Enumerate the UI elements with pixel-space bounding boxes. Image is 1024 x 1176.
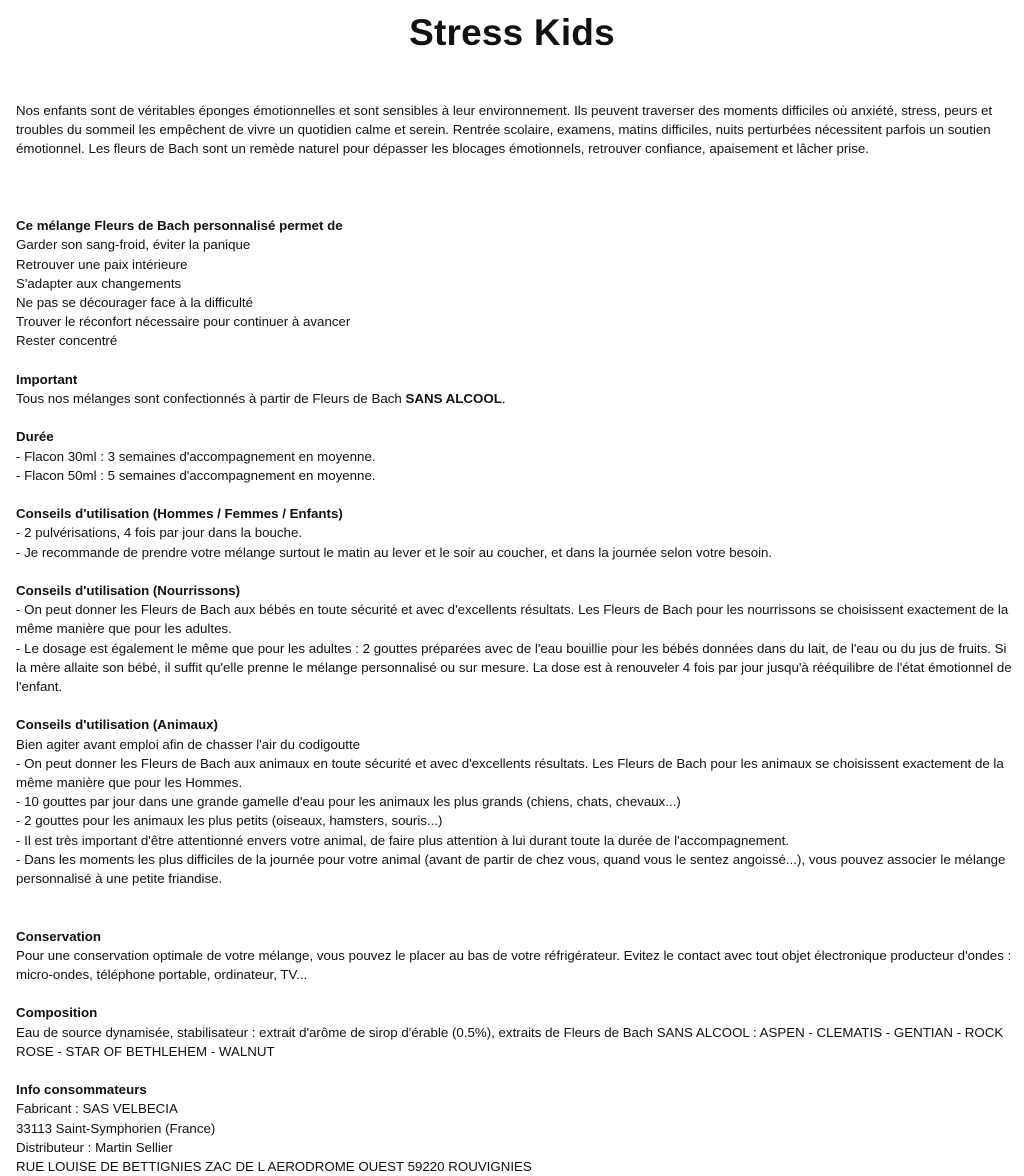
- info-line: Fabricant : SAS VELBECIA: [16, 1101, 178, 1117]
- spacer: [16, 1061, 1012, 1080]
- important-text-start: Tous nos mélanges sont confectionnés à partir de Fleurs de Bach: [16, 391, 406, 406]
- spacer: [16, 408, 1012, 427]
- benefit-item: Ne pas se décourager face à la difficulté: [16, 295, 254, 310]
- benefit-item: Trouver le réconfort nécessaire pour continuer à avancer: [16, 314, 351, 330]
- spacer: [16, 197, 1012, 216]
- conseils-adultes-line: - 2 pulvérisations, 4 fois par jour dans la bouche.: [16, 525, 303, 541]
- spacer: [16, 562, 1012, 581]
- conseils-animaux-line: Bien agiter avant emploi afin de chasser l'air du codigoutte: [16, 736, 361, 752]
- conseils-nourrissons-line: - On peut donner les Fleurs de Bach aux bébés en toute sécurité et avec d'excellents résultats. Les Fleurs de Bach pour les nourrissons se choisissent exactement de la même manière que pour les adultes.: [16, 602, 1012, 637]
- benefit-item: Rester concentré: [16, 333, 118, 349]
- composition-text: Eau de source dynamisée, stabilisateur : extrait d'arôme de sirop d'érable (0.5%), extraits de Fleurs de Bach SANS ALCOOL : ASPEN - CLEMATIS - GENTIAN - ROCK ROSE - STAR OF BETHLEHEM - WALNUT: [16, 1024, 1007, 1059]
- duree-heading: Durée: [16, 429, 54, 445]
- spacer: [16, 159, 1012, 197]
- conseils-animaux-line: - 10 gouttes par jour dans une grande gamelle d'eau pour les animaux les plus grands (chiens, chats, chevaux...): [16, 794, 681, 810]
- benefit-item: Garder son sang-froid, éviter la panique: [16, 237, 251, 253]
- benefits-heading: Ce mélange Fleurs de Bach personnalisé permet de: [16, 218, 343, 234]
- conseils-adultes-heading: Conseils d'utilisation (Hommes / Femmes / Enfants): [16, 506, 343, 522]
- conseils-animaux-line: - 2 gouttes pour les animaux les plus petits (oiseaux, hamsters, souris...): [16, 813, 443, 829]
- document-body: [16, 101, 1016, 1176]
- benefit-item: S'adapter aux changements: [16, 275, 182, 291]
- spacer: [16, 888, 1012, 926]
- spacer: [16, 485, 1012, 504]
- conseils-animaux-line: - Il est très important d'être attentionné envers votre animal, de faire plus attention à lui durant toute la durée de l'accompagnement.: [16, 832, 790, 848]
- conservation-text: Pour une conservation optimale de votre mélange, vous pouvez le placer au bas de votre réfrigérateur. Evitez le contact avec tout objet électronique producteur d'ondes : micro-ondes, téléphone portable, ordinateur, TV...: [16, 947, 1015, 983]
- duree-line: - Flacon 30ml : 3 semaines d'accompagnement en moyenne.: [16, 448, 376, 464]
- conseils-nourrissons-heading: Conseils d'utilisation (Nourrissons): [16, 582, 241, 598]
- conseils-nourrissons-line: - Le dosage est également le même que pour les adultes : 2 gouttes préparées avec de l'eau bouillie pour les bébés données dans du lait, de l'eau ou du jus de fruits. Si la mère allaite son bébé, il suffit qu'elle prenne le mélange personnalisé ou sur mesure. La dose est à renouveler 4 fois par jour jusqu'à rééquilibre de l'état émotionnel de l'enfant.: [16, 640, 1016, 694]
- important-text-end: .: [501, 391, 506, 406]
- composition-heading: Composition: [16, 1005, 98, 1021]
- conseils-animaux-line: - On peut donner les Fleurs de Bach aux animaux en toute sécurité et avec d'excellents résultats. Les Fleurs de Bach pour les animaux se choisissent exactement de la même manière que pour les Hommes.: [16, 755, 1008, 790]
- important-text: [16, 389, 1012, 408]
- info-heading: Info consommateurs: [16, 1082, 147, 1098]
- spacer: [16, 696, 1012, 715]
- info-line: RUE LOUISE DE BETTIGNIES ZAC DE L AERODROME OUEST 59220 ROUVIGNIES: [16, 1159, 532, 1175]
- conservation-heading: Conservation: [16, 928, 101, 944]
- intro-paragraph: Nos enfants sont de véritables éponges émotionnelles et sont sensibles à leur environnement. Ils peuvent traverser des moments difficiles où anxiété, stress, peurs et troubles du sommeil les empêchent de vivre un quotidien calme et serein. Rentrée scolaire, examens, matins difficiles, nuits perturbées nécessitent parfois un soutien émotionnel. Les fleurs de Bach sont un remède naturel pour dépasser les blocages émotionnels, retrouver confiance, apaisement et lâcher prise.: [16, 103, 996, 157]
- info-line: Distributeur : Martin Sellier: [16, 1139, 173, 1155]
- spacer: [16, 984, 1012, 1003]
- duree-line: - Flacon 50ml : 5 semaines d'accompagnement en moyenne.: [16, 467, 376, 483]
- benefit-item: Retrouver une paix intérieure: [16, 256, 188, 272]
- info-line: 33113 Saint-Symphorien (France): [16, 1120, 216, 1136]
- conseils-adultes-line: - Je recommande de prendre votre mélange surtout le matin au lever et le soir au coucher, et dans la journée selon votre besoin.: [16, 544, 773, 560]
- spacer: [16, 351, 1012, 370]
- conseils-animaux-line: - Dans les moments les plus difficiles de la journée pour votre animal (avant de partir de chez vous, quand vous le sentez angoissé...), vous pouvez associer le mélange personnalisé à une petite friandise.: [16, 851, 1010, 887]
- conseils-animaux-heading: Conseils d'utilisation (Animaux): [16, 717, 218, 733]
- sans-alcool-emphasis: SANS ALCOOL: [405, 391, 502, 406]
- page-title: Stress Kids: [409, 12, 615, 53]
- important-heading: Important: [16, 371, 78, 387]
